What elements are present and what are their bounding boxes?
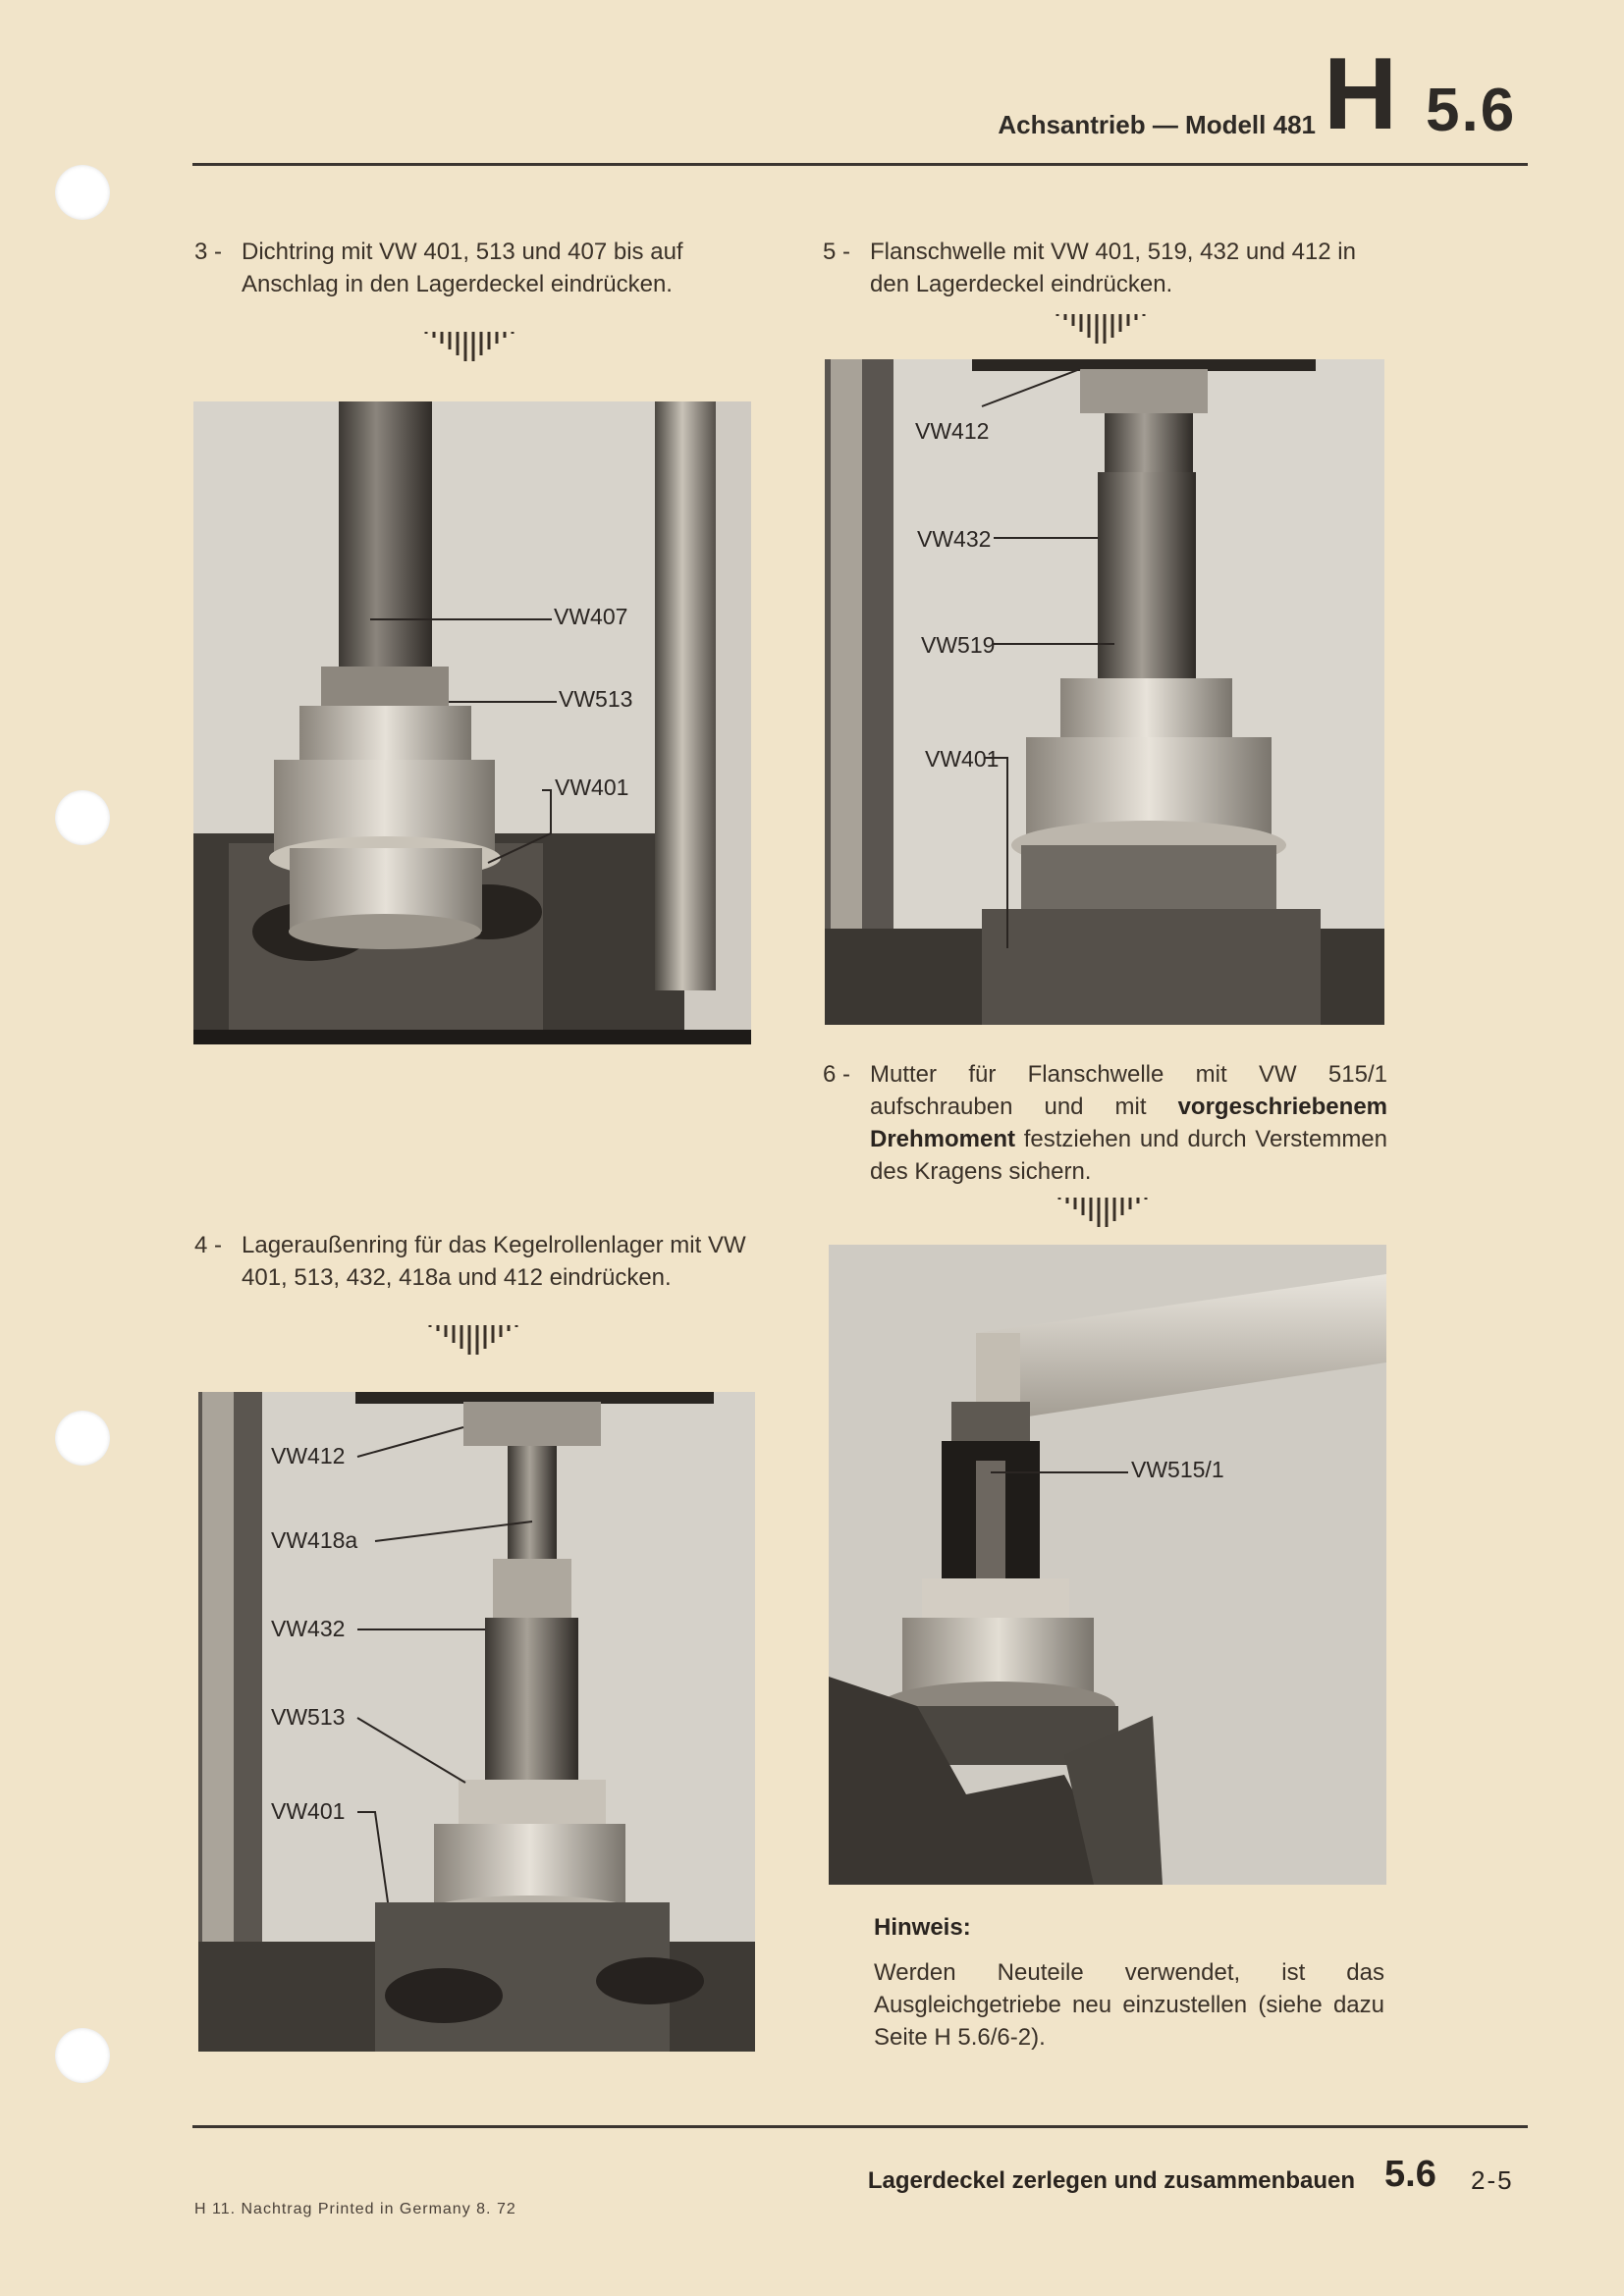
header-rule [192, 163, 1528, 166]
tool-label: VW401 [271, 1798, 346, 1824]
note-heading: Hinweis: [874, 1914, 971, 1941]
photo-seal-ring-press [193, 401, 751, 1044]
footer-page-number: 2-5 [1471, 2165, 1514, 2195]
note-text: Werden Neuteile verwendet, ist das Ausgleichgetriebe neu einzustellen (siehe dazu Seite H 5.6/6-2). [874, 1959, 1384, 2051]
tool-label: VW418a [271, 1527, 358, 1553]
tool-label: VW412 [915, 418, 990, 444]
punch-hole [55, 790, 110, 845]
down-arrow-icon [1056, 1196, 1154, 1231]
footer-rule [192, 2125, 1528, 2128]
step-6 [823, 1058, 1387, 1188]
step-number: 6 - [823, 1061, 851, 1088]
section-number: 5.6 [1426, 77, 1517, 144]
photo-flange-shaft-press [825, 359, 1384, 1025]
photo-outer-ring-press [198, 1392, 755, 2052]
section-letter: H [1324, 37, 1398, 151]
photo-torque-wrench [829, 1245, 1386, 1885]
step-5 [823, 236, 1392, 300]
step-text: Mutter für Flanschwelle mit VW 515/1 aufschrauben und mit vorgeschriebenem Drehmoment festziehen und durch Verstemmen des Kragens sichern. [870, 1061, 1387, 1185]
step-number: 4 - [194, 1232, 223, 1258]
punch-hole [55, 2028, 110, 2083]
tool-label: VW401 [925, 746, 1000, 772]
footer-section: 5.6 [1384, 2154, 1436, 2195]
step-4 [194, 1229, 756, 1294]
down-arrow-icon [426, 1323, 524, 1359]
tool-label: VW515/1 [1131, 1457, 1224, 1482]
punch-hole [55, 165, 110, 220]
footer-title: Lagerdeckel zerlegen und zusammenbauen [867, 2167, 1355, 2194]
tool-label: VW432 [271, 1616, 346, 1641]
step-number: 3 - [194, 239, 223, 265]
down-arrow-icon [1054, 312, 1152, 347]
tool-label: VW407 [554, 604, 628, 629]
header-title: Achsantrieb — Modell 481 [998, 110, 1316, 139]
down-arrow-icon [422, 330, 520, 365]
tool-label: VW432 [917, 526, 992, 552]
step-number: 5 - [823, 239, 851, 265]
tool-label: VW401 [555, 774, 629, 800]
tool-label: VW513 [559, 686, 633, 712]
step-text: Flanschwelle mit VW 401, 519, 432 und 412 in den Lagerdeckel eindrücken. [870, 239, 1356, 297]
punch-hole [55, 1411, 110, 1466]
emphasis: vorgeschriebenem Drehmoment [870, 1094, 1387, 1152]
tool-label: VW412 [271, 1443, 346, 1468]
step-text: Dichtring mit VW 401, 513 und 407 bis auf Anschlag in den Lagerdeckel eindrücken. [242, 239, 683, 297]
print-note: H 11. Nachtrag Printed in Germany 8. 72 [194, 2201, 516, 2217]
step-text: Lageraußenring für das Kegelrollenlager mit VW 401, 513, 432, 418a und 412 eindrücken. [242, 1232, 746, 1291]
tool-label: VW519 [921, 632, 996, 658]
tool-label: VW513 [271, 1704, 346, 1730]
step-3 [194, 236, 754, 300]
